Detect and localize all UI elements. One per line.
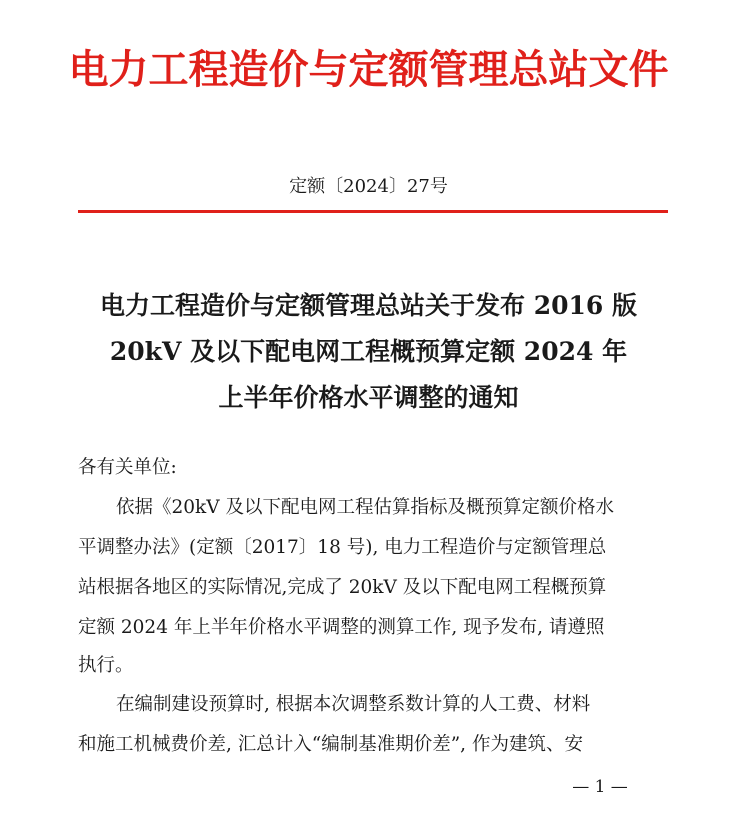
salutation: 各有关单位: <box>78 457 177 478</box>
paragraph-1-line-3: 站根据各地区的实际情况,完成了 20kV 及以下配电网工程概预算 <box>78 577 607 598</box>
org-header-title: 电力工程造价与定额管理总站文件 <box>68 46 669 93</box>
paragraph-1-line-2: 平调整办法》(定额〔2017〕18 号), 电力工程造价与定额管理总 <box>78 537 607 558</box>
paragraph-2-line-2: 和施工机械费价差, 汇总计入“编制基准期价差”, 作为建筑、安 <box>78 734 583 755</box>
paragraph-1-line-1: 依据《20kV 及以下配电网工程估算指标及概预算定额价格水 <box>116 497 614 518</box>
document-number: 定额〔2024〕27号 <box>289 176 448 197</box>
paragraph-1-line-5: 执行。 <box>78 655 134 676</box>
red-divider-line <box>78 210 668 213</box>
paragraph-2-line-1: 在编制建设预算时, 根据本次调整系数计算的人工费、材料 <box>116 694 591 715</box>
paragraph-1-line-4: 定额 2024 年上半年价格水平调整的测算工作, 现予发布, 请遵照 <box>78 617 605 638</box>
notice-title-line-1: 电力工程造价与定额管理总站关于发布 2016 版 <box>100 291 637 320</box>
notice-title-line-3: 上半年价格水平调整的通知 <box>218 383 519 412</box>
notice-title-line-2: 20kV 及以下配电网工程概预算定额 2024 年 <box>109 337 628 366</box>
page-number: — 1 — <box>572 777 628 797</box>
